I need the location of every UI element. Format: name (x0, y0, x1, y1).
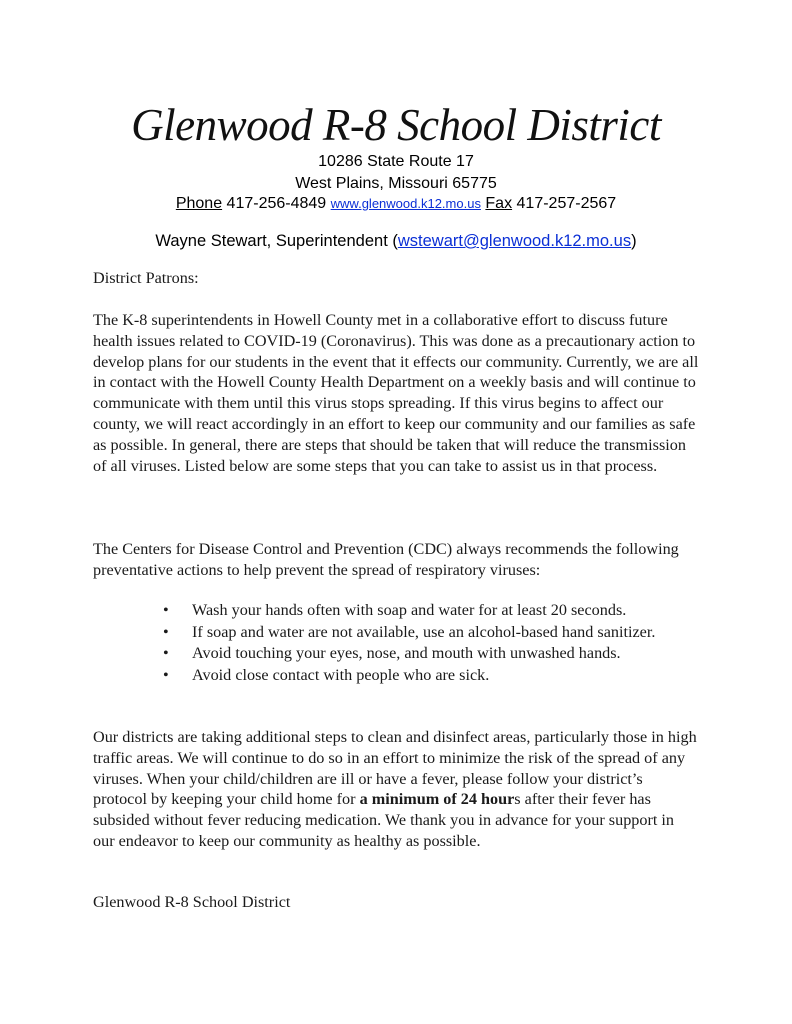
paragraph-procedures-text: Our districts are taking additional steps to clean and disinfect areas, particularly those in high traffic areas. We will continue to do so in an effort to minimize the risk of the spread of any viruses. When your child/children are ill or have a fever, please follow your district’s protocol by keeping your child home for (93, 728, 697, 809)
contact-line (0, 194, 792, 214)
superintendent-line (0, 231, 792, 251)
paragraph-procedures (93, 727, 699, 852)
salutation: District Patrons: (93, 269, 199, 287)
bullet-icon: • (163, 622, 169, 641)
address-line-street: 10286 State Route 17 (318, 153, 474, 170)
list-item-text: Wash your hands often with soap and water for at least 20 seconds. (192, 601, 627, 619)
phone-number: 417-256-4849 (226, 195, 327, 212)
paragraph-procedures-emphasis: a minimum of 24 hour (359, 790, 515, 809)
list-item (163, 622, 703, 644)
address-line-city: West Plains, Missouri 65775 (295, 175, 497, 192)
bullet-icon: • (163, 644, 169, 662)
open-paren: ( (392, 232, 398, 250)
recommendations-list (163, 600, 703, 686)
list-item-text: Avoid touching your eyes, nose, and mouth with unwashed hands. (192, 644, 621, 662)
signature: Glenwood R-8 School District (93, 893, 291, 911)
list-item-text: Avoid close contact with people who are sick. (192, 665, 490, 684)
close-paren: ) (631, 232, 637, 250)
district-name-heading: Glenwood R-8 School District (131, 100, 661, 150)
list-item-text: If soap and water are not available, use an alcohol-based hand sanitizer. (192, 622, 656, 641)
fax-number: 417-257-2567 (516, 195, 617, 212)
paragraph-intro: The K-8 superintendents in Howell County met in a collaborative effort to discuss future health issues related to COVID-19 (Coronavirus). This was done as a precautionary action to develop plans for our students in the event that it effects our community. Currently, we are all in contact with the Howell County Health Department on a weekly basis and will continue to communicate with them until this virus stops spreading. If this virus begins to affect our county, we will react accordingly in an effort to keep our community and our families as safe as possible. In general, there are steps that should be taken that will reduce the transmission of all viruses. Listed below are some steps that you can take to assist us in that process. (93, 311, 699, 475)
superintendent-name: Wayne Stewart, Superintendent (155, 232, 388, 250)
fax-label: Fax (485, 195, 513, 212)
paragraph-cdc: The Centers for Disease Control and Prevention (CDC) always recommends the following preventative actions to help prevent the spread of respiratory viruses: (93, 540, 679, 579)
bullet-icon: • (163, 601, 169, 619)
phone-label: Phone (175, 195, 223, 212)
list-item (163, 600, 703, 622)
bullet-icon: • (163, 665, 169, 684)
list-item (163, 643, 703, 665)
superintendent-email-link[interactable]: wstewart@glenwood.k12.mo.us (397, 232, 632, 250)
website-link[interactable]: www.glenwood.k12.mo.us (330, 196, 481, 211)
paragraph-procedures-text-end: s after their fever has subsided without fever reducing medication. We thank you in advance for your support in our endeavor to keep our community as healthy as possible. (93, 790, 675, 850)
list-item (163, 665, 703, 687)
